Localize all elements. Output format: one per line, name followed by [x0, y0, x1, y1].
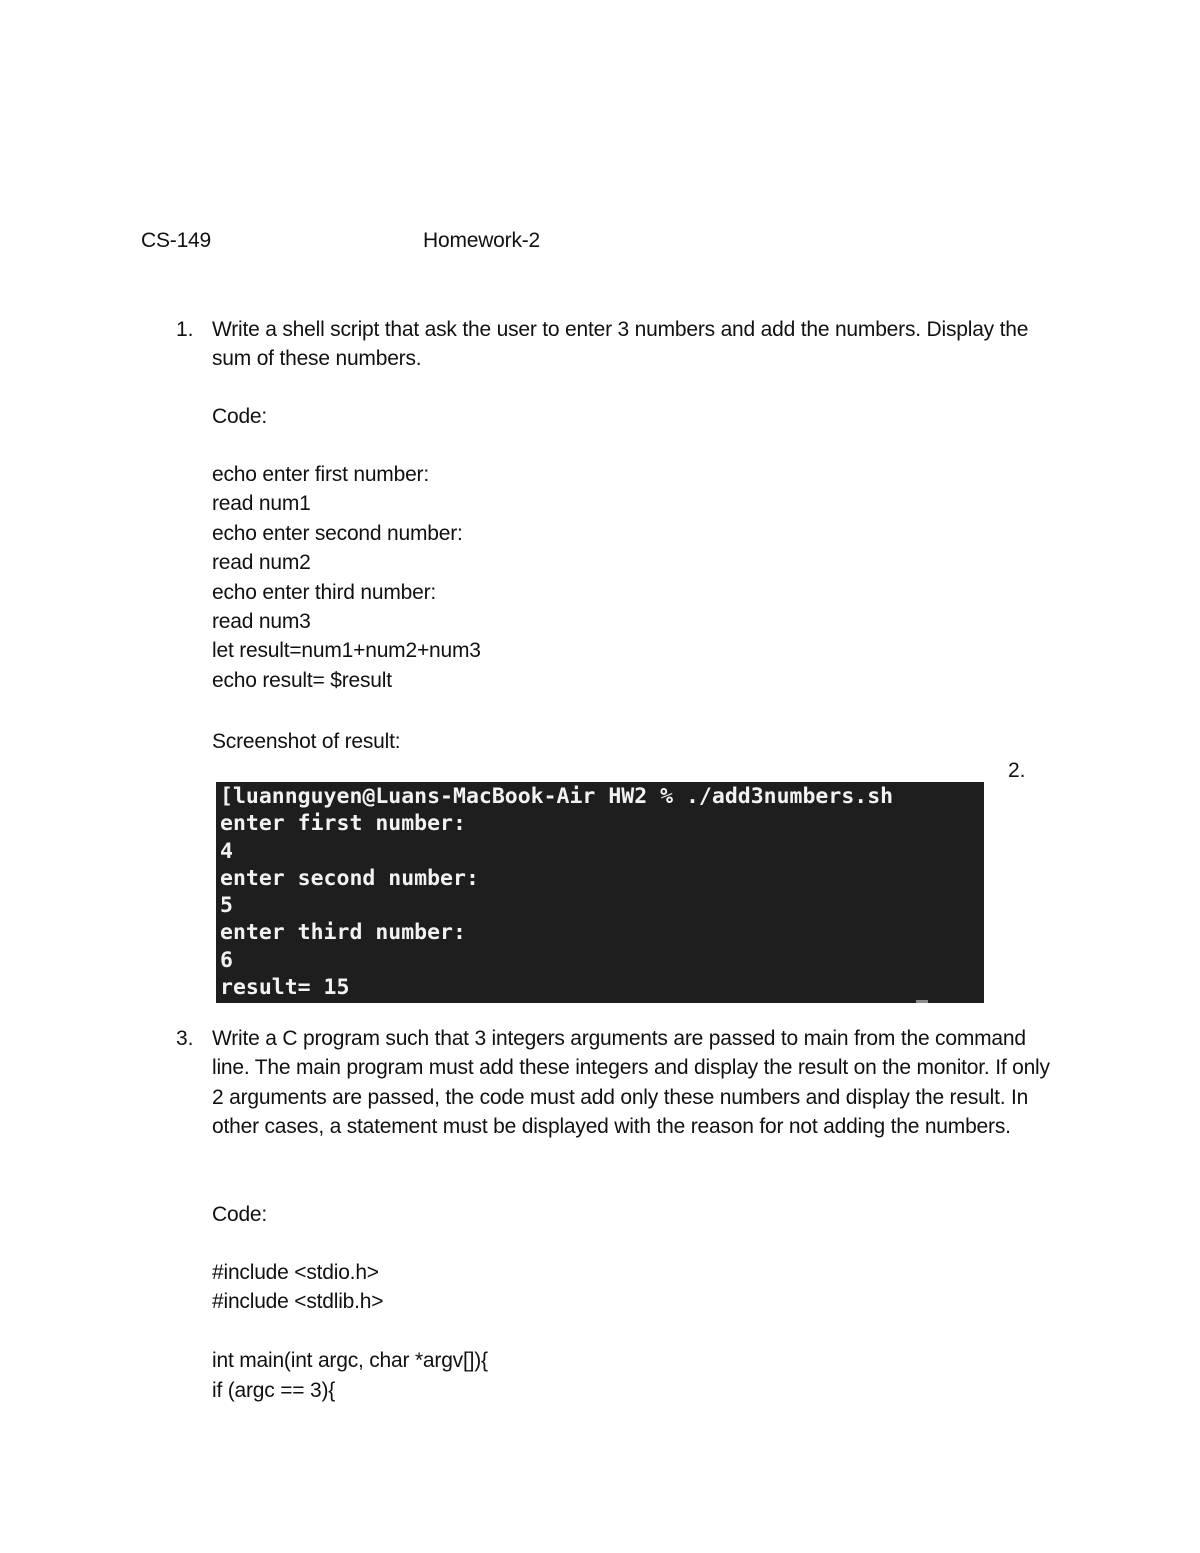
question-3-text: Write a C program such that 3 integers arguments are passed to main from the command line. The main program must add these integers and display the result on the monitor. If only 2 arguments are passed, the code must add only these numbers and display the result. In other cases, a statement must be displayed with the reason for not adding the numbers. — [212, 1027, 1050, 1139]
code-line: echo result= $result — [212, 668, 392, 692]
terminal-line: result= 15 — [220, 975, 350, 1001]
terminal-line: enter third number: — [220, 920, 466, 946]
code-line: int main(int argc, char *argv[]){ — [212, 1349, 488, 1373]
code-line: #include <stdlib.h> — [212, 1290, 384, 1314]
terminal-cursor — [916, 1000, 928, 1003]
code-line: echo enter first number: — [212, 463, 429, 486]
code-line: echo enter second number: — [212, 521, 463, 545]
terminal-line: 4 — [220, 838, 233, 864]
code-line: read num1 — [212, 492, 311, 516]
terminal-line: enter second number: — [220, 865, 479, 891]
code-line — [212, 1317, 488, 1346]
question-1-code-label: Code: — [212, 405, 268, 428]
question-1-number: 1. — [176, 318, 194, 341]
question-1-text: Write a shell script that ask the user to enter 3 numbers and add the numbers. Display the sum of these numbers. — [212, 318, 1029, 371]
screenshot-label: Screenshot of result: — [212, 730, 401, 753]
course-code: CS-149 — [141, 229, 212, 252]
question-3-code-block — [212, 1258, 488, 1405]
terminal-line: 5 — [220, 893, 233, 919]
terminal-screenshot — [216, 782, 984, 1003]
code-line: if (argc == 3){ — [212, 1378, 336, 1402]
terminal-line: 6 — [220, 947, 233, 973]
code-line: echo enter third number: — [212, 580, 436, 604]
assignment-title: Homework-2 — [423, 229, 541, 252]
question-2-number: 2. — [1008, 759, 1026, 782]
terminal-line: enter first number: — [220, 811, 466, 837]
question-3-code-label: Code: — [212, 1203, 268, 1226]
code-line: read num3 — [212, 610, 311, 634]
code-line: read num2 — [212, 551, 311, 575]
code-line: #include <stdio.h> — [212, 1261, 379, 1284]
question-3-number: 3. — [176, 1027, 194, 1050]
code-line: let result=num1+num2+num3 — [212, 639, 481, 663]
question-1-code-block — [212, 460, 481, 695]
terminal-line: [luannguyen@Luans-MacBook-Air HW2 % ./add3numbers.sh — [220, 784, 894, 809]
